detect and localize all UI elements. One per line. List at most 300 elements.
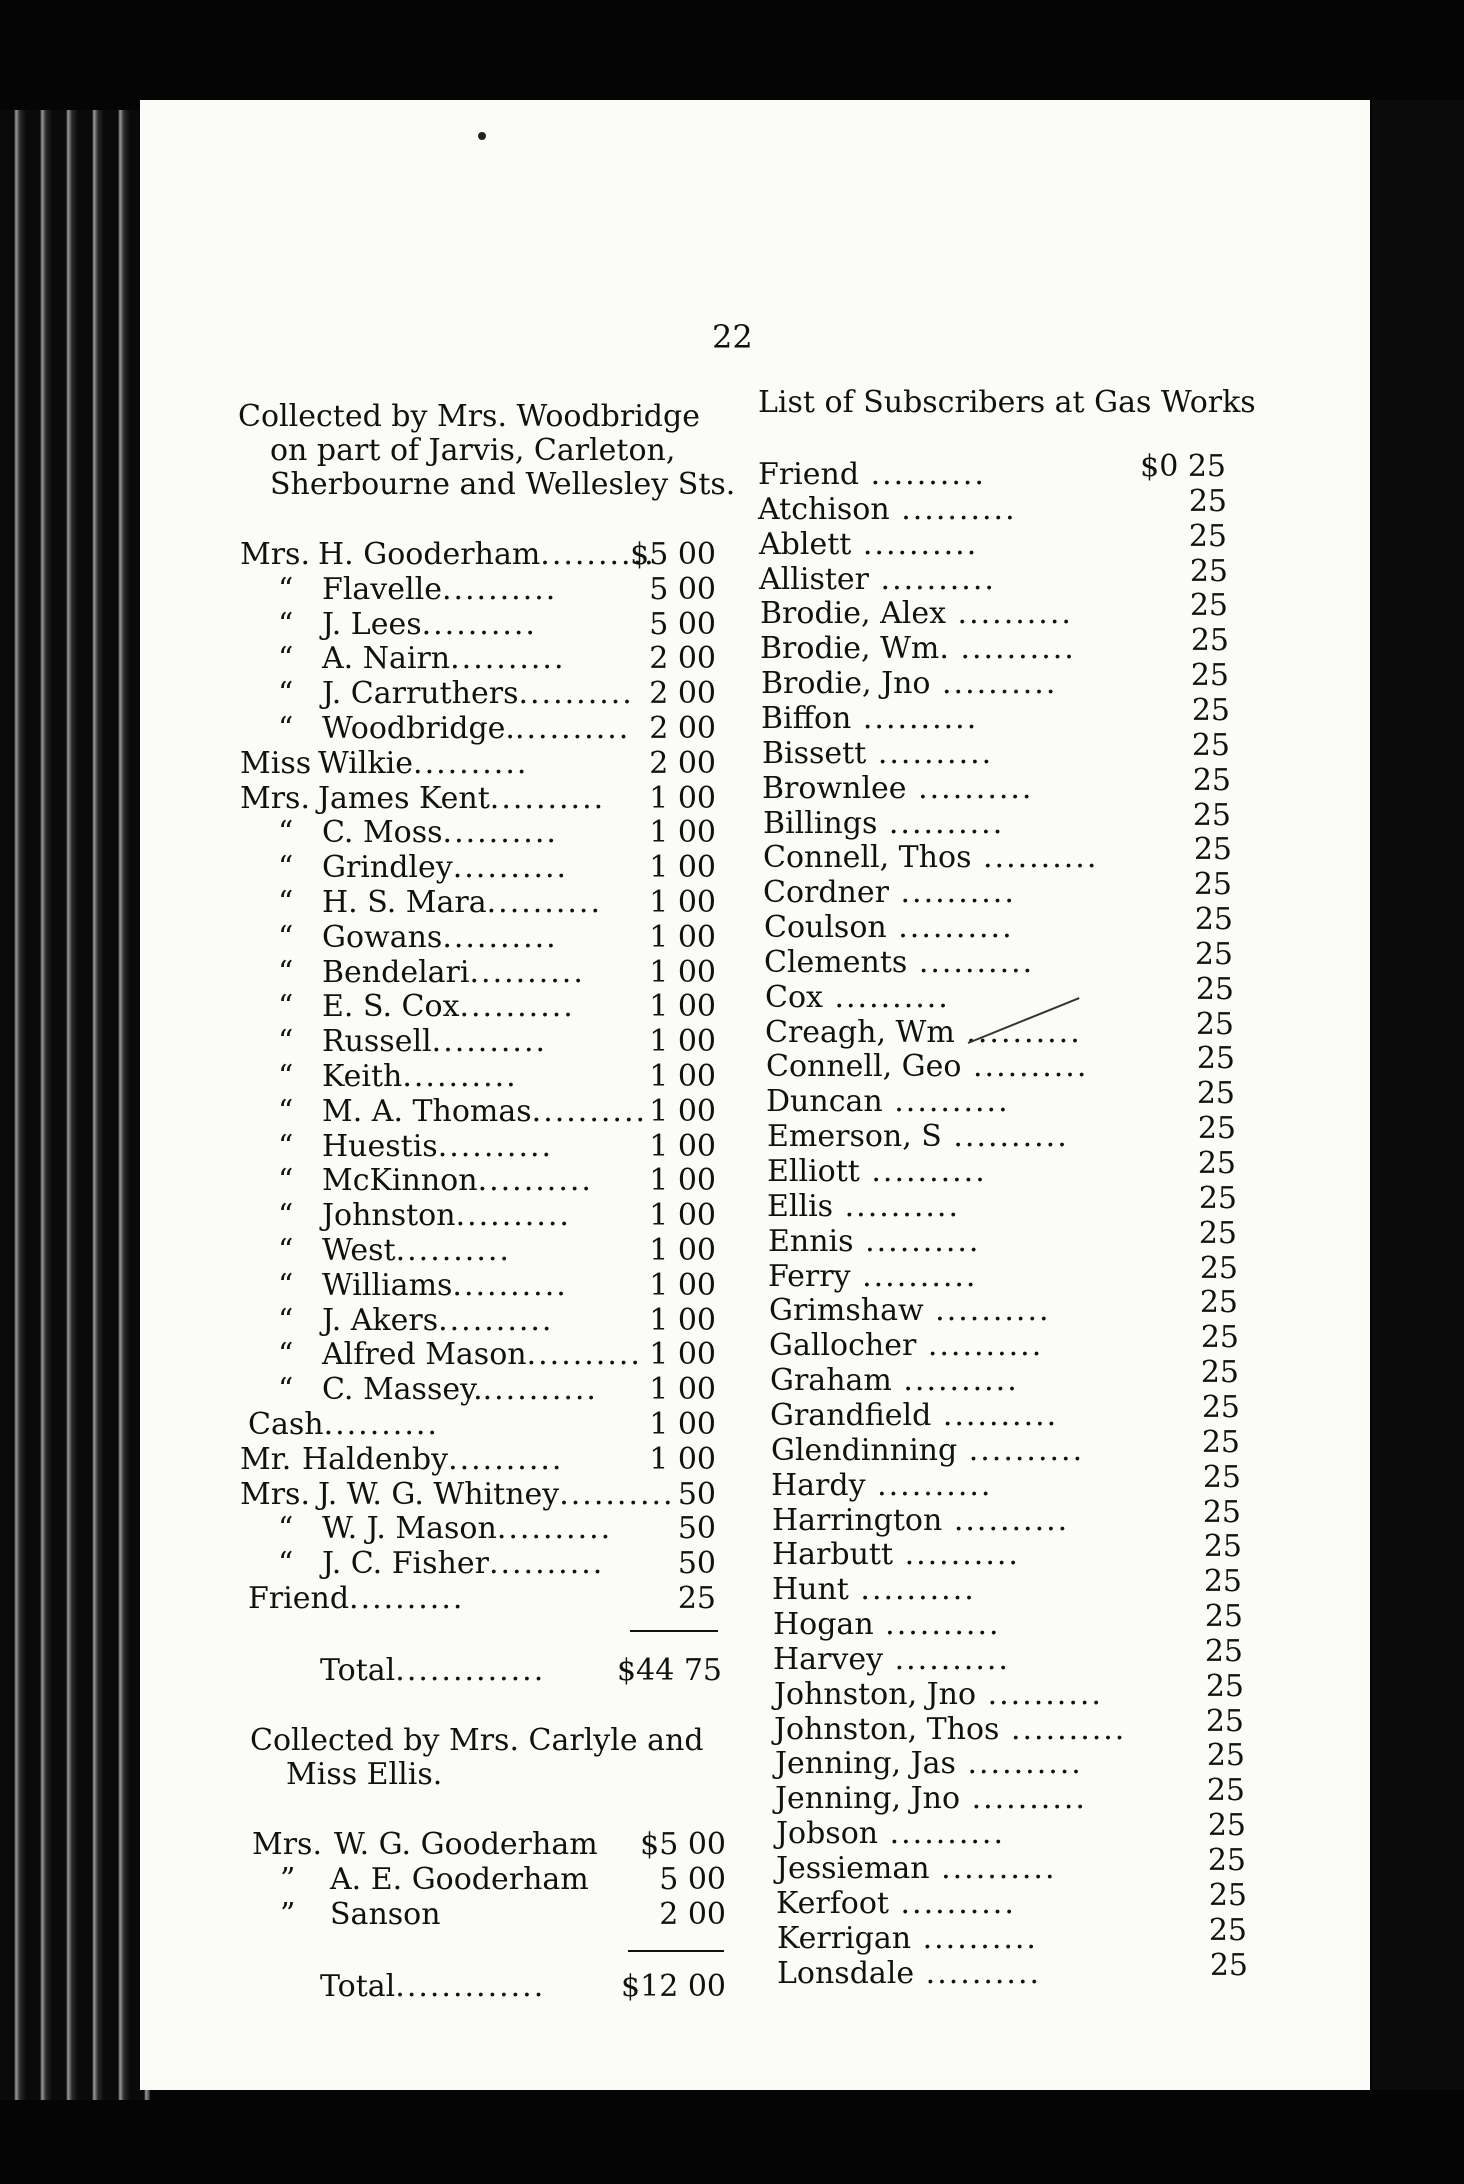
section1-total-amount: $44 75 bbox=[617, 1653, 722, 1688]
subscriber-amount: 25 bbox=[1201, 1390, 1240, 1425]
entry-prefix: Mrs. bbox=[240, 537, 310, 572]
leader-dots: .......... bbox=[883, 1642, 1010, 1677]
subscriber-name-text: Brodie, Jno bbox=[761, 666, 931, 701]
subscriber-name-text: Atchison bbox=[758, 492, 890, 527]
entry-name bbox=[322, 1025, 547, 1059]
subscriber-name-text: Duncan bbox=[766, 1084, 883, 1119]
entry-prefix: ” bbox=[280, 1862, 296, 1897]
entry-amount: 1 00 bbox=[649, 815, 716, 850]
subscriber-name-text: Friend bbox=[758, 457, 860, 492]
leader-dots: .......... bbox=[888, 1886, 1016, 1921]
entry-prefix: “ bbox=[278, 1303, 294, 1338]
entry-name bbox=[322, 1304, 553, 1338]
entry-name-text: H. S. Mara bbox=[322, 885, 487, 920]
subscriber-name bbox=[776, 1817, 1005, 1851]
subscriber-name-text: Glendinning bbox=[771, 1433, 958, 1468]
leader-dots: .......... bbox=[450, 641, 566, 676]
entry-prefix: “ bbox=[278, 1233, 294, 1268]
subscriber-name-text: Hardy bbox=[771, 1468, 866, 1503]
section2-heading-line2: Miss Ellis. bbox=[286, 1757, 443, 1792]
subscriber-amount: 25 bbox=[1204, 1599, 1243, 1634]
entry-amount: 1 00 bbox=[649, 1442, 716, 1477]
subscriber-name bbox=[759, 528, 978, 562]
subscriber-name-text: Ablett bbox=[759, 527, 852, 562]
subscriber-amount: 25 bbox=[1188, 519, 1227, 554]
entry-amount: 1 00 bbox=[649, 1337, 716, 1372]
entry-amount: 5 00 bbox=[649, 607, 716, 642]
leader-dots: .......... bbox=[941, 1119, 1069, 1154]
subscriber-amount: 25 bbox=[1200, 1320, 1239, 1355]
entry-prefix: “ bbox=[278, 920, 294, 955]
entry-amount: 1 00 bbox=[649, 1024, 716, 1059]
entry-amount: 5 00 bbox=[659, 1862, 726, 1897]
leader-dots: .......... bbox=[877, 806, 1005, 841]
section2-total-rule bbox=[628, 1950, 724, 1952]
section1-heading-line1: Collected by Mrs. Woodbridge bbox=[238, 399, 700, 434]
subscriber-name bbox=[774, 1678, 1103, 1712]
subscriber-name bbox=[764, 911, 1014, 945]
subscriber-name bbox=[776, 1887, 1016, 1921]
leader-dots: .......... bbox=[853, 1224, 981, 1259]
entry-name-text: Bendelari bbox=[322, 955, 470, 990]
subscriber-name bbox=[769, 1294, 1051, 1328]
subscriber-amount: 25 bbox=[1207, 1808, 1246, 1843]
subscriber-name bbox=[776, 1852, 1056, 1886]
entry-name-text: Haldenby bbox=[302, 1442, 449, 1477]
leader-dots: .......... bbox=[957, 1433, 1085, 1468]
subscriber-name bbox=[772, 1573, 976, 1607]
leader-dots: .......... bbox=[437, 1129, 554, 1164]
entry-prefix: “ bbox=[278, 1268, 294, 1303]
subscriber-name bbox=[766, 1050, 1088, 1084]
entry-prefix: “ bbox=[278, 850, 294, 885]
subscriber-name bbox=[766, 1085, 1010, 1119]
entry-amount: 1 00 bbox=[649, 1163, 716, 1198]
leader-dots: .......... bbox=[526, 1337, 642, 1372]
leader-dots: .......... bbox=[942, 1503, 1070, 1538]
entry-amount: 1 00 bbox=[649, 1059, 716, 1094]
subscriber-name bbox=[767, 1190, 960, 1224]
leader-dots: .......... bbox=[540, 537, 656, 572]
subscriber-amount: 25 bbox=[1205, 1669, 1244, 1704]
leader-dots: .......... bbox=[455, 1198, 571, 1233]
entry-name-text: M. A. Thomas bbox=[322, 1094, 532, 1129]
entry-name bbox=[322, 921, 558, 955]
subscriber-name-text: Clements bbox=[764, 945, 908, 980]
subscriber-name bbox=[773, 1608, 1001, 1642]
subscriber-amount: 25 bbox=[1200, 1355, 1239, 1390]
entry-name-text: Friend bbox=[248, 1581, 350, 1616]
subscriber-name bbox=[777, 1957, 1041, 1991]
leader-dots: .......... bbox=[442, 920, 558, 955]
entry-amount: 1 00 bbox=[649, 1233, 716, 1268]
subscriber-amount: 25 bbox=[1201, 1425, 1240, 1460]
subscriber-amount: 25 bbox=[1202, 1460, 1241, 1495]
entry-amount: 1 00 bbox=[649, 850, 716, 885]
subscriber-amount: 25 bbox=[1204, 1634, 1243, 1669]
entry-name-text: A. E. Gooderham bbox=[330, 1862, 589, 1897]
subscriber-amount: 25 bbox=[1197, 1111, 1236, 1146]
leader-dots: .......... bbox=[431, 1024, 548, 1059]
subscriber-name-text: Cox bbox=[765, 980, 823, 1015]
leader-dots: .......... bbox=[906, 771, 1034, 806]
book-binding bbox=[0, 110, 150, 2100]
subscriber-name-text: Johnston, Thos bbox=[774, 1712, 1000, 1747]
section2-total-amount: $12 00 bbox=[621, 1969, 726, 2004]
entry-amount: 1 00 bbox=[649, 1094, 716, 1129]
subscriber-amount: 25 bbox=[1206, 1773, 1245, 1808]
leader-dots: .......... bbox=[848, 1572, 976, 1607]
entry-amount: 2 00 bbox=[649, 746, 716, 781]
entry-amount: 1 00 bbox=[649, 1372, 716, 1407]
leader-dots: .......... bbox=[452, 850, 569, 885]
entry-prefix: “ bbox=[278, 989, 294, 1024]
entry-name-text: H. Gooderham bbox=[318, 537, 541, 572]
entry-amount: 1 00 bbox=[649, 920, 716, 955]
leader-dots: .......... bbox=[946, 596, 1073, 631]
entry-amount: 1 00 bbox=[649, 1198, 716, 1233]
subscriber-name bbox=[769, 1329, 1043, 1363]
entry-name-text: Grindley bbox=[322, 850, 453, 885]
entry-amount: 50 bbox=[677, 1511, 716, 1546]
leader-dots: .......... bbox=[891, 1363, 1019, 1398]
subscriber-name-text: Elliott bbox=[767, 1154, 860, 1189]
entry-name bbox=[334, 1828, 598, 1862]
entry-name-text: Alfred Mason bbox=[322, 1337, 527, 1372]
facing-page-edge bbox=[1372, 100, 1464, 2090]
entry-name bbox=[322, 712, 630, 746]
subscriber-name-text: Harbutt bbox=[772, 1537, 894, 1572]
entry-name bbox=[322, 1512, 612, 1546]
entry-name bbox=[248, 1582, 464, 1616]
entry-name bbox=[322, 1095, 647, 1129]
leader-dots: .......... bbox=[496, 1511, 613, 1546]
subscriber-amount: 25 bbox=[1195, 1007, 1234, 1042]
entry-amount: 2 00 bbox=[659, 1897, 726, 1932]
leader-dots: .......... bbox=[395, 1233, 511, 1268]
subscriber-amount: $0 25 bbox=[1140, 449, 1226, 484]
subscriber-name bbox=[765, 1016, 1082, 1050]
leader-dots: .......... bbox=[441, 572, 558, 607]
section1-heading-line3: Sherbourne and Wellesley Sts. bbox=[270, 467, 736, 502]
subscriber-name-text: Johnston, Jno bbox=[774, 1677, 977, 1712]
entry-name bbox=[302, 1443, 563, 1477]
subscriber-name bbox=[768, 1225, 980, 1259]
subscriber-amount: 25 bbox=[1193, 832, 1232, 867]
entry-name bbox=[248, 1408, 439, 1442]
entry-name-text: James Kent bbox=[318, 781, 490, 816]
subscriber-name bbox=[762, 737, 993, 771]
subscriber-amount: 25 bbox=[1197, 1146, 1236, 1181]
leader-dots: .......... bbox=[971, 840, 1099, 875]
entry-prefix: “ bbox=[278, 1129, 294, 1164]
subscriber-name bbox=[774, 1713, 1126, 1747]
entry-amount: 1 00 bbox=[649, 1268, 716, 1303]
entry-amount: $5 00 bbox=[640, 1827, 726, 1862]
subscriber-amount: 25 bbox=[1192, 798, 1231, 833]
entry-name-text: J. W. G. Whitney bbox=[318, 1477, 560, 1512]
subscriber-amount: 25 bbox=[1199, 1251, 1238, 1286]
subscriber-amount: 25 bbox=[1194, 937, 1233, 972]
subscriber-amount: 25 bbox=[1208, 1878, 1247, 1913]
leader-dots: .......... bbox=[961, 1049, 1089, 1084]
entry-prefix: “ bbox=[278, 607, 294, 642]
subscriber-name-text: Graham bbox=[770, 1363, 892, 1398]
leader-dots: .......... bbox=[851, 701, 979, 736]
entry-name bbox=[322, 956, 585, 990]
entry-prefix: Miss bbox=[240, 746, 312, 781]
subscriber-name-text: Harvey bbox=[773, 1642, 884, 1677]
subscriber-name bbox=[763, 807, 1004, 841]
subscriber-name bbox=[767, 1120, 1069, 1154]
entry-prefix: “ bbox=[278, 1546, 294, 1581]
ink-spot bbox=[478, 132, 486, 140]
leader-dots: .......... bbox=[929, 1851, 1057, 1886]
entry-name bbox=[322, 1164, 593, 1198]
leader-dots: .......... bbox=[413, 746, 529, 781]
subscriber-amount: 25 bbox=[1198, 1216, 1237, 1251]
subscriber-name-text: Jenning, Jno bbox=[775, 1781, 961, 1816]
subscriber-name-text: Cordner bbox=[763, 875, 889, 910]
entry-prefix: “ bbox=[278, 1163, 294, 1198]
leader-dots: .......... bbox=[999, 1712, 1127, 1747]
leader-dots: .......... bbox=[850, 1259, 978, 1294]
entry-name-text: Huestis bbox=[322, 1129, 438, 1164]
leader-dots: .......... bbox=[822, 980, 950, 1015]
subscriber-amount: 25 bbox=[1191, 728, 1230, 763]
entry-amount: 1 00 bbox=[649, 1129, 716, 1164]
leader-dots: .......... bbox=[482, 1372, 598, 1407]
section1-total-label: Total............. bbox=[320, 1653, 546, 1688]
subscriber-name-text: Brownlee bbox=[762, 771, 907, 806]
subscriber-name bbox=[764, 946, 1034, 980]
subscriber-name-text: Bissett bbox=[762, 736, 867, 771]
leader-dots: .......... bbox=[923, 1293, 1051, 1328]
leader-dots: .......... bbox=[931, 1398, 1059, 1433]
subscriber-name-text: Grimshaw bbox=[769, 1293, 924, 1328]
leader-dots: .......... bbox=[518, 676, 634, 711]
section2-heading-line1: Collected by Mrs. Carlyle and bbox=[250, 1723, 704, 1758]
leader-dots: .......... bbox=[559, 1477, 675, 1512]
subscriber-amount: 25 bbox=[1196, 1076, 1235, 1111]
entry-prefix: “ bbox=[278, 641, 294, 676]
subscriber-amount: 25 bbox=[1205, 1704, 1244, 1739]
entry-name bbox=[322, 990, 575, 1024]
leader-dots: .......... bbox=[477, 1163, 593, 1198]
subscriber-amount: 25 bbox=[1202, 1495, 1241, 1530]
entry-name bbox=[322, 1199, 571, 1233]
subscriber-amount: 25 bbox=[1208, 1913, 1247, 1948]
subscriber-name bbox=[773, 1643, 1010, 1677]
leader-dots: .......... bbox=[960, 1781, 1087, 1816]
entry-name bbox=[322, 573, 557, 607]
subscriber-name-text: Gallocher bbox=[769, 1328, 917, 1363]
gas-works-heading: List of Subscribers at Gas Works bbox=[758, 385, 1256, 420]
entry-amount: $5 00 bbox=[630, 537, 716, 572]
subscriber-name bbox=[763, 841, 1098, 875]
entry-prefix: “ bbox=[278, 711, 294, 746]
subscriber-name-text: Emerson, S bbox=[767, 1119, 942, 1154]
leader-dots: .......... bbox=[402, 1059, 518, 1094]
subscriber-name-text: Allister bbox=[759, 562, 869, 597]
entry-amount: 1 00 bbox=[649, 1303, 716, 1338]
entry-prefix: “ bbox=[278, 676, 294, 711]
subscriber-name-text: Billings bbox=[763, 806, 878, 841]
leader-dots: .......... bbox=[488, 1546, 605, 1581]
subscriber-name bbox=[759, 563, 996, 597]
entry-name-text: J. C. Fisher bbox=[322, 1546, 489, 1581]
entry-name-text: Wilkie bbox=[318, 746, 414, 781]
subscriber-name-text: Biffon bbox=[761, 701, 852, 736]
subscriber-name-text: Lonsdale bbox=[777, 1956, 915, 1991]
subscriber-name-text: Ellis bbox=[767, 1189, 834, 1224]
entry-name-text: C. Massey. bbox=[322, 1372, 483, 1407]
leader-dots: .......... bbox=[889, 492, 1017, 527]
entry-name bbox=[322, 1373, 598, 1407]
entry-prefix: “ bbox=[278, 1511, 294, 1546]
entry-prefix: “ bbox=[278, 955, 294, 990]
subscriber-name bbox=[765, 981, 950, 1015]
subscriber-name-text: Ennis bbox=[768, 1224, 854, 1259]
subscriber-name-text: Harrington bbox=[772, 1503, 943, 1538]
leader-dots: .......... bbox=[954, 1015, 1082, 1050]
entry-prefix: Mrs. bbox=[240, 781, 310, 816]
subscriber-amount: 25 bbox=[1209, 1948, 1248, 1983]
leader-dots: .......... bbox=[489, 781, 606, 816]
entry-prefix: “ bbox=[278, 815, 294, 850]
subscriber-name bbox=[775, 1782, 1087, 1816]
entry-name-text: West bbox=[322, 1233, 396, 1268]
subscriber-name-text: Creagh, Wm bbox=[765, 1015, 955, 1050]
leader-dots: .......... bbox=[442, 815, 558, 850]
leader-dots: .......... bbox=[865, 1468, 993, 1503]
leader-dots: .......... bbox=[911, 1921, 1038, 1956]
leader-dots: .......... bbox=[916, 1328, 1044, 1363]
entry-name-text: W. J. Mason bbox=[322, 1511, 497, 1546]
subscriber-name bbox=[760, 632, 1076, 666]
subscriber-amount: 25 bbox=[1190, 658, 1229, 693]
entry-prefix: Mrs. bbox=[252, 1827, 322, 1862]
subscriber-name-text: Brodie, Alex bbox=[760, 596, 947, 631]
entry-name-text: Russell bbox=[322, 1024, 432, 1059]
subscriber-name-text: Coulson bbox=[764, 910, 887, 945]
entry-name-text: Sanson bbox=[330, 1897, 441, 1932]
entry-name-text: Flavelle bbox=[322, 572, 442, 607]
subscriber-name bbox=[758, 493, 1017, 527]
entry-amount: 2 00 bbox=[649, 711, 716, 746]
subscriber-amount: 25 bbox=[1198, 1181, 1237, 1216]
section2-total-label: Total............. bbox=[320, 1969, 546, 2004]
entry-prefix: Mrs. bbox=[240, 1477, 310, 1512]
entry-prefix: “ bbox=[278, 1094, 294, 1129]
subscriber-name-text: Hogan bbox=[773, 1607, 874, 1642]
leader-dots: .......... bbox=[976, 1677, 1103, 1712]
entry-amount: 2 00 bbox=[649, 676, 716, 711]
subscriber-name-text: Kerfoot bbox=[776, 1886, 889, 1921]
entry-name-text: A. Nairn bbox=[322, 641, 451, 676]
leader-dots: .......... bbox=[888, 875, 1016, 910]
entry-name bbox=[322, 1234, 511, 1268]
subscriber-amount: 25 bbox=[1194, 902, 1233, 937]
subscriber-name bbox=[771, 1469, 992, 1503]
entry-amount: 25 bbox=[677, 1581, 716, 1616]
subscriber-name bbox=[761, 702, 978, 736]
subscriber-name-text: Hunt bbox=[772, 1572, 849, 1607]
subscriber-name bbox=[768, 1260, 977, 1294]
entry-name-text: Johnston bbox=[322, 1198, 456, 1233]
leader-dots: .......... bbox=[882, 1084, 1010, 1119]
leader-dots: .......... bbox=[930, 666, 1058, 701]
entry-prefix: “ bbox=[278, 1337, 294, 1372]
leader-dots: .......... bbox=[448, 1442, 564, 1477]
subscriber-name bbox=[771, 1434, 1084, 1468]
section1-heading-line2: on part of Jarvis, Carleton, bbox=[270, 433, 676, 468]
entry-name bbox=[318, 782, 605, 816]
subscriber-amount: 25 bbox=[1192, 763, 1231, 798]
entry-name-text: E. S. Cox bbox=[322, 989, 460, 1024]
entry-prefix: “ bbox=[278, 1198, 294, 1233]
entry-name-text: J. Carruthers bbox=[322, 676, 519, 711]
entry-name bbox=[322, 1338, 642, 1372]
subscriber-amount: 25 bbox=[1193, 867, 1232, 902]
entry-name bbox=[322, 1130, 553, 1164]
subscriber-name bbox=[762, 772, 1033, 806]
leader-dots: .......... bbox=[469, 955, 585, 990]
entry-amount: 1 00 bbox=[649, 1407, 716, 1442]
leader-dots: .......... bbox=[452, 1268, 568, 1303]
entry-amount: 50 bbox=[677, 1546, 716, 1581]
subscriber-name bbox=[772, 1538, 1020, 1572]
leader-dots: .......... bbox=[833, 1189, 960, 1224]
leader-dots: .......... bbox=[514, 711, 631, 746]
entry-prefix: “ bbox=[278, 1372, 294, 1407]
subscriber-amount: 25 bbox=[1207, 1843, 1246, 1878]
subscriber-amount: 25 bbox=[1195, 972, 1234, 1007]
subscriber-name bbox=[770, 1399, 1058, 1433]
leader-dots: .......... bbox=[486, 885, 602, 920]
subscriber-amount: 25 bbox=[1189, 588, 1228, 623]
subscriber-amount: 25 bbox=[1189, 554, 1228, 589]
leader-dots: .......... bbox=[914, 1956, 1042, 1991]
leader-dots: .......... bbox=[955, 1746, 1083, 1781]
subscriber-amount: 25 bbox=[1199, 1285, 1238, 1320]
entry-name bbox=[322, 886, 602, 920]
leader-dots: .......... bbox=[859, 457, 986, 492]
entry-name bbox=[322, 642, 566, 676]
subscriber-name-text: Kerrigan bbox=[777, 1921, 912, 1956]
entry-name-text: C. Moss bbox=[322, 815, 443, 850]
entry-amount: 50 bbox=[677, 1477, 716, 1512]
entry-name bbox=[322, 1269, 568, 1303]
leader-dots: .......... bbox=[421, 607, 537, 642]
entry-amount: 5 00 bbox=[649, 572, 716, 607]
entry-prefix: Mr. bbox=[240, 1442, 292, 1477]
entry-amount: 1 00 bbox=[649, 955, 716, 990]
leader-dots: .......... bbox=[878, 1816, 1005, 1851]
entry-amount: 1 00 bbox=[649, 885, 716, 920]
subscriber-name bbox=[777, 1922, 1038, 1956]
subscriber-name-text: Jobson bbox=[776, 1816, 879, 1851]
entry-name bbox=[330, 1863, 589, 1897]
entry-name-text: J. Akers bbox=[322, 1303, 439, 1338]
subscriber-name bbox=[763, 876, 1016, 910]
subscriber-name-text: Jessieman bbox=[776, 1851, 930, 1886]
leader-dots: .......... bbox=[869, 562, 996, 597]
subscriber-name-text: Brodie, Wm. bbox=[760, 631, 949, 666]
entry-name bbox=[322, 677, 634, 711]
page-number: 22 bbox=[712, 318, 753, 356]
entry-name bbox=[322, 851, 568, 885]
